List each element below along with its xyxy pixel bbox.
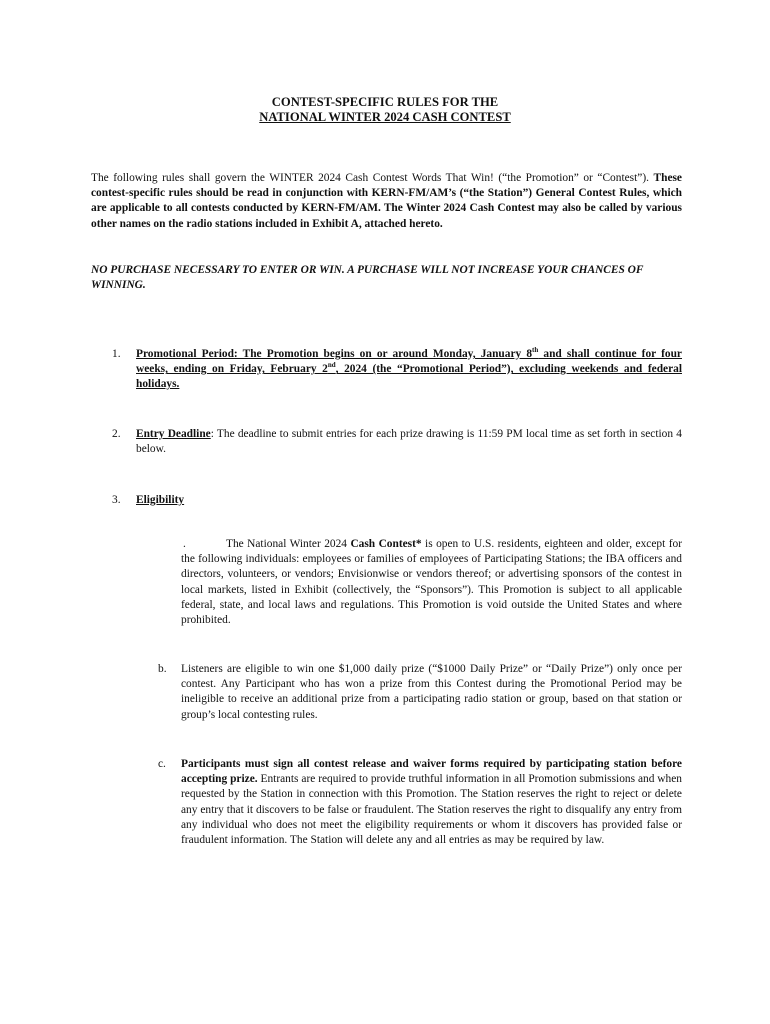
section-promotional-period [112, 347, 682, 393]
section-label: Entry Deadline [136, 428, 211, 440]
item-text: Listeners are eligible to win one $1,000 daily prize (“$1000 Daily Prize” or “Daily Prize”) only once per contest. Any Participant who has won a prize from this Contest during the Promotional Period may be ineligible to receive an additional prize from a participating radio station or group, based on that station or group’s local contesting rules. [181, 663, 682, 721]
section-text [136, 347, 682, 393]
section-number: 1. [112, 348, 121, 360]
item-bold-text: Cash Contest* [350, 538, 422, 550]
item-letter: c. [158, 758, 166, 770]
section-text-part: Promotional Period: The Promotion begins on or around Monday, January 8 [136, 348, 533, 360]
section-body: : The deadline to submit entries for each prize drawing is 11:59 PM local time as set forth in section 4 below. [136, 428, 682, 456]
document-subtitle: NATIONAL WINTER 2024 CASH CONTEST [259, 110, 511, 124]
intro-plain-text: The following rules shall govern the WINTER 2024 Cash Contest Words That Win! (“the Promotion” or “Contest”). [91, 172, 649, 184]
section-eligibility [112, 493, 682, 508]
superscript: th [532, 346, 539, 355]
intro-bold-text: These contest-specific rules should be read in conjunction with KERN-FM/AM’s (“the Station”) General Contest Rules, which are applicable to all contests conducted by KERN-FM/AM. The Winter 2024 Cash Contest may also be called by various other names on the radio stations included in Exhibit A, attached hereto. [91, 172, 682, 230]
section-number: 2. [112, 428, 121, 440]
item-marker: . [183, 538, 186, 550]
intro-paragraph [91, 171, 682, 232]
document-title: CONTEST-SPECIFIC RULES FOR THE [271, 95, 499, 109]
no-purchase-notice: NO PURCHASE NECESSARY TO ENTER OR WIN. A PURCHASE WILL NOT INCREASE YOUR CHANCES OF WINNING. [91, 264, 644, 292]
item-text: The National Winter 2024 [226, 538, 351, 550]
section-label: Eligibility [136, 494, 185, 506]
section-entry-deadline [112, 427, 682, 457]
item-letter: b. [158, 663, 167, 675]
eligibility-item-b [158, 662, 682, 723]
item-text [181, 757, 682, 848]
section-number: 3. [112, 494, 121, 506]
eligibility-item-c [158, 757, 682, 848]
eligibility-item-a [181, 537, 682, 628]
superscript: nd [327, 361, 336, 370]
item-text: is open to U.S. residents, eighteen and older, except for the following individuals: employees or families of employees of Participating Stations; the IBA officers and directors, volunteers, or vendors; Envisionwise or vendors thereof; or advertising sponsors of the contest in local markets, listed in Exhibit (collectively, the “Sponsors”). This Promotion is subject to all applicable federal, state, and local laws and regulations. This Promotion is void outside the United States and where prohibited. [181, 538, 682, 627]
item-body-text: Entrants are required to provide truthful information in all Promotion submissions and when requested by the Station in connection with this Promotion. The Station reserves the right to reject or delete any entry that it discovers to be false or fraudulent. The Station reserves the right to disqualify any entry from any individual who does not meet the eligibility requirements or whom it discovers has provided false or fraudulent information. The Station will delete any and all entries as may be required by law. [181, 773, 682, 847]
section-text-part: , 2024 (the “Promotional Period”), excluding weekends and federal holidays. [136, 363, 682, 391]
item-bold-text: Participants must sign all contest release and waiver forms required by participating station before accepting prize. [181, 758, 682, 786]
section-text [136, 427, 682, 457]
section-text-part: and shall continue for four weeks, ending on Friday, February 2 [136, 348, 682, 376]
section-text [136, 493, 682, 508]
